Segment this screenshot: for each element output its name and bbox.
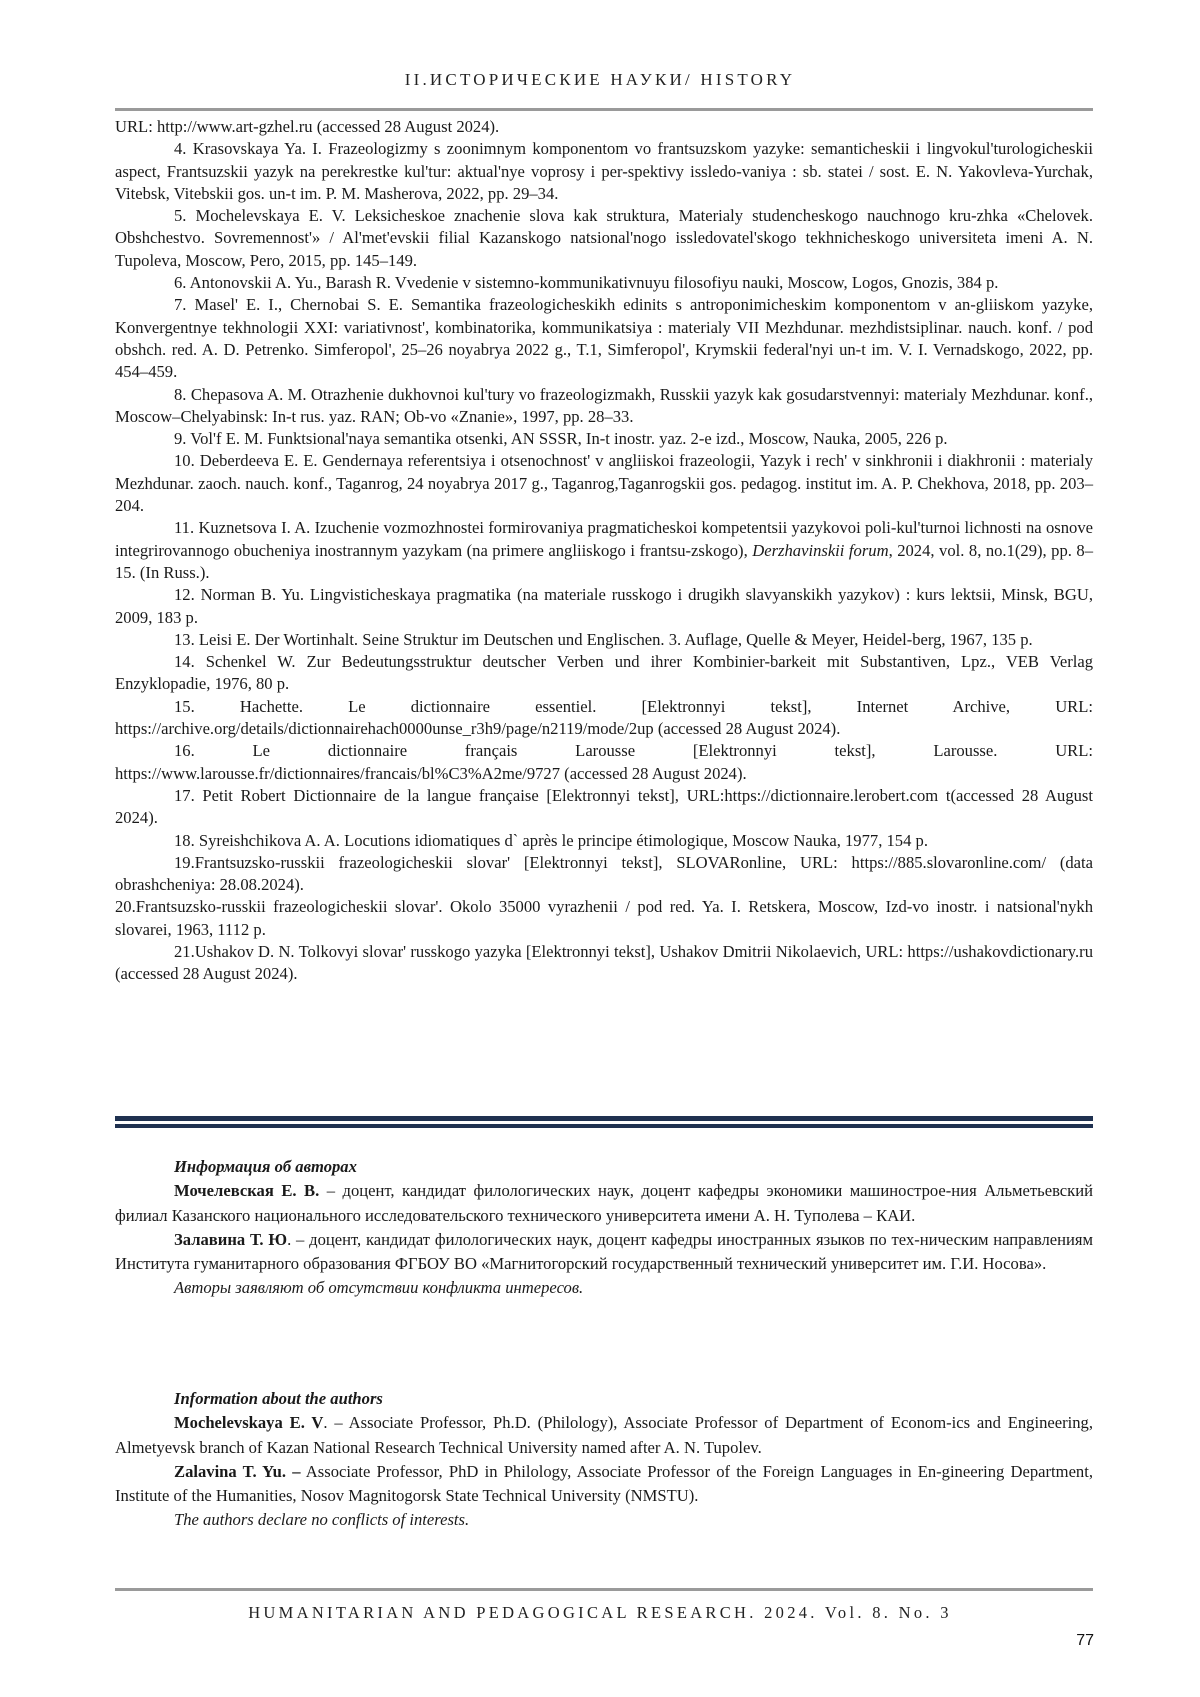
- authors-heading-ru: Информация об авторах: [174, 1157, 357, 1176]
- author-entry: [115, 1228, 1093, 1277]
- reference-item: 6. Antonovskii A. Yu., Barash R. Vvedenie v sistemno-kommunikativnuyu filosofiyu nauki, Moscow, Logos, Gnozis, 384 p.: [174, 273, 999, 293]
- reference-item: 21.Ushakov D. N. Tolkovyi slovar' russkogo yazyka [Elektronnyi tekst], Ushakov Dmitrii Nikolaevich, URL: https://ushakovdictionary.ru (accessed 28 August 2024).: [115, 941, 1093, 984]
- reference-item: 17. Petit Robert Dictionnaire de la langue française [Elektronnyi tekst], URL:https://dictionnaire.lerobert.com t(accessed 28 August 2024).: [115, 785, 1093, 828]
- conflict-statement-ru: Авторы заявляют об отсутствии конфликта интересов.: [174, 1278, 584, 1298]
- reference-journal-title: Derzhavinskii forum: [752, 540, 889, 560]
- reference-item: 10. Deberdeeva E. E. Gendernaya referentsiya i otsenochnost' v angliiskoi frazeologii, Yazyk i rech' v sinkhronii i diakhronii : materialy Mezhdunar. zaoch. nauch. konf., Taganrog, 24 noyabrya 2017 g., Taganrog,Taganrogskii gos. pedagog. institut im. A. P. Chekhova, 2018, pp. 203–204.: [115, 451, 1093, 516]
- footer-rule: [115, 1588, 1093, 1591]
- reference-item: [115, 517, 1093, 584]
- running-footer: HUMANITARIAN AND PEDAGOGICAL RESEARCH. 2024. Vol. 8. No. 3: [248, 1603, 952, 1622]
- reference-item: 15. Hachette. Le dictionnaire essentiel. [Elektronnyi tekst], Internet Archive, URL: https://archive.org/details/dictionnairehach0000unse_r3h9/page/n2119/mode/2up (accessed 28 August 2024).: [115, 696, 1093, 739]
- reference-item: 9. Vol'f E. M. Funktsional'naya semantika otsenki, AN SSSR, In-t inostr. yaz. 2-e izd., Moscow, Nauka, 2005, 226 p.: [174, 429, 948, 449]
- reference-item: 4. Krasovskaya Ya. I. Frazeologizmy s zoonimnym komponentom vo frantsuzskom yazyke: semanticheskii i lingvokul'turologicheskii aspect, Frantsuzskii yazyk na perekrestke kul'tur: aktual'nye voprosy i per-spektivy issledo-vaniya : sb. statei / sost. E. N. Yakovleva-Yurchak, Vitebsk, Vitebskii gos. un-t im. P. M. Masherova, 2022, pp. 29–34.: [115, 139, 1093, 203]
- author-name: Мочелевская Е. В.: [174, 1181, 320, 1201]
- reference-item: 16. Le dictionnaire français Larousse [Elektronnyi tekst], Larousse. URL: https://www.larousse.fr/dictionnaires/francais/bl%C3%A2me/9727 (accessed 28 August 2024).: [115, 741, 1093, 783]
- running-header: II.ИСТОРИЧЕСКИЕ НАУКИ/ HISTORY: [404, 70, 796, 89]
- section-divider: [115, 1116, 1093, 1128]
- authors-info-en: [115, 1387, 1093, 1533]
- references-list: [115, 116, 1093, 986]
- author-name: Mochelevskaya E. V: [174, 1413, 324, 1433]
- reference-item: 12. Norman B. Yu. Lingvisticheskaya pragmatika (na materiale russkogo i drugikh slavyanskikh yazykov) : kurs lektsii, Minsk, BGU, 2009, 183 p.: [115, 585, 1093, 627]
- conflict-statement-en: The authors declare no conflicts of interests.: [174, 1510, 470, 1530]
- divider-line: [115, 1124, 1093, 1128]
- reference-item: 14. Schenkel W. Zur Bedeutungsstruktur deutscher Verben und ihrer Kombinier-barkeit mit Substantiven, Lpz., VEB Verlag Enzyklopadie, 1976, 80 p.: [115, 652, 1093, 694]
- reference-item: URL: http://www.art-gzhel.ru (accessed 28 August 2024).: [115, 117, 500, 136]
- author-description: . – доцент, кандидат филологических наук, доцент кафедры иностранных языков по тех-ническим направлениям Института гуманитарного образования ФГБОУ ВО «Магнитогорский государственный технический университет им. Г.И. Носова».: [115, 1229, 1093, 1274]
- reference-item: 5. Mochelevskaya E. V. Leksicheskoe znachenie slova kak struktura, Materialy studencheskogo nauchnogo kru-zhka «Chelovek. Obshchestvo. Sovremennost'» / Al'met'evskii filial Kazanskogo natsional'nogo issledovatel'skogo tekhnicheskogo universiteta imeni A. N. Tupoleva, Moscow, Pero, 2015, pp. 145–149.: [115, 206, 1093, 270]
- author-description: Associate Professor, PhD in Philology, Associate Professor of the Foreign Languages in En-gineering Department, Institute of the Humanities, Nosov Magnitogorsk State Technical University (NMSTU).: [115, 1461, 1093, 1506]
- page-number: 77: [1076, 1632, 1094, 1649]
- reference-item: 8. Chepasova A. M. Otrazhenie dukhovnoi kul'tury vo frazeologizmakh, Russkii yazyk kak gosudarstvennyi: materialy Mezhdunar. konf., Moscow–Chelyabinsk: In-t rus. yaz. RAN; Ob-vo «Znanie», 1997, pp. 28–33.: [115, 384, 1093, 426]
- reference-item: 7. Masel' E. I., Chernobai S. E. Semantika frazeologicheskikh edinits s antroponimicheskim komponentom v an-gliiskom yazyke, Konvergentnye tekhnologii XXI: variativnost', kombinatorika, kommunikatsiya : materialy VII Mezhdunar. mezhdistsiplinar. nauch. konf. / pod obshch. red. A. D. Petrenko. Simferopol', 25–26 noyabrya 2022 g., T.1, Simferopol', Krymskii federal'nyi un-t im. V. I. Vernadskogo, 2022, pp. 454–459.: [115, 295, 1093, 382]
- reference-item: 19.Frantsuzsko-russkii frazeologicheskii slovar' [Elektronnyi tekst], SLOVARonline, URL: https://885.slovaronline.com/ (data obrashcheniya: 28.08.2024).: [115, 852, 1093, 895]
- author-entry: [115, 1411, 1093, 1460]
- author-description: . – Associate Professor, Ph.D. (Philology), Associate Professor of Department of Econom-ics and Engineering, Almetyevsk branch of Kazan National Research Technical University named after A. N. Tupolev.: [115, 1413, 1093, 1457]
- author-entry: [115, 1179, 1093, 1228]
- reference-item: 18. Syreishchikova A. A. Locutions idiomatiques d` après le principe étimologique, Moscow Nauka, 1977, 154 p.: [174, 830, 928, 850]
- authors-info-ru: [115, 1155, 1093, 1301]
- author-description: – доцент, кандидат филологических наук, доцент кафедры экономики машинострое-ния Альметьевский филиал Казанского национального исследовательского технического университета имени А. Н. Туполева – КАИ.: [115, 1181, 1093, 1225]
- reference-item: 13. Leisi E. Der Wortinhalt. Seine Struktur im Deutschen und Englischen. 3. Auflage, Quelle & Meyer, Heidel-berg, 1967, 135 p.: [174, 629, 1033, 649]
- author-name: Zalavina T. Yu. –: [174, 1461, 301, 1481]
- author-name: Залавина Т. Ю: [174, 1229, 288, 1249]
- reference-text: , 2024, vol. 8, no.1(29), pp. 8–15. (In Russ.).: [115, 540, 1094, 582]
- authors-heading-en: Information about the authors: [174, 1389, 383, 1408]
- reference-item: 20.Frantsuzsko-russkii frazeologicheskii slovar'. Okolo 35000 vyrazhenii / pod red. Ya. I. Retskera, Moscow, Izd-vo inostr. i natsional'nykh slovarei, 1963, 1112 p.: [115, 897, 1093, 939]
- reference-text: 11. Kuznetsova I. A. Izuchenie vozmozhnostei formirovaniya pragmaticheskoi kompetentsii yazykovoi poli-kul'turnoi lichnosti na osnove integrirovannogo obucheniya inostrannym yazykam (na primere angliiskogo i frantsu-zskogo),: [115, 518, 1093, 560]
- author-entry: [115, 1460, 1093, 1509]
- header-rule: [115, 108, 1093, 111]
